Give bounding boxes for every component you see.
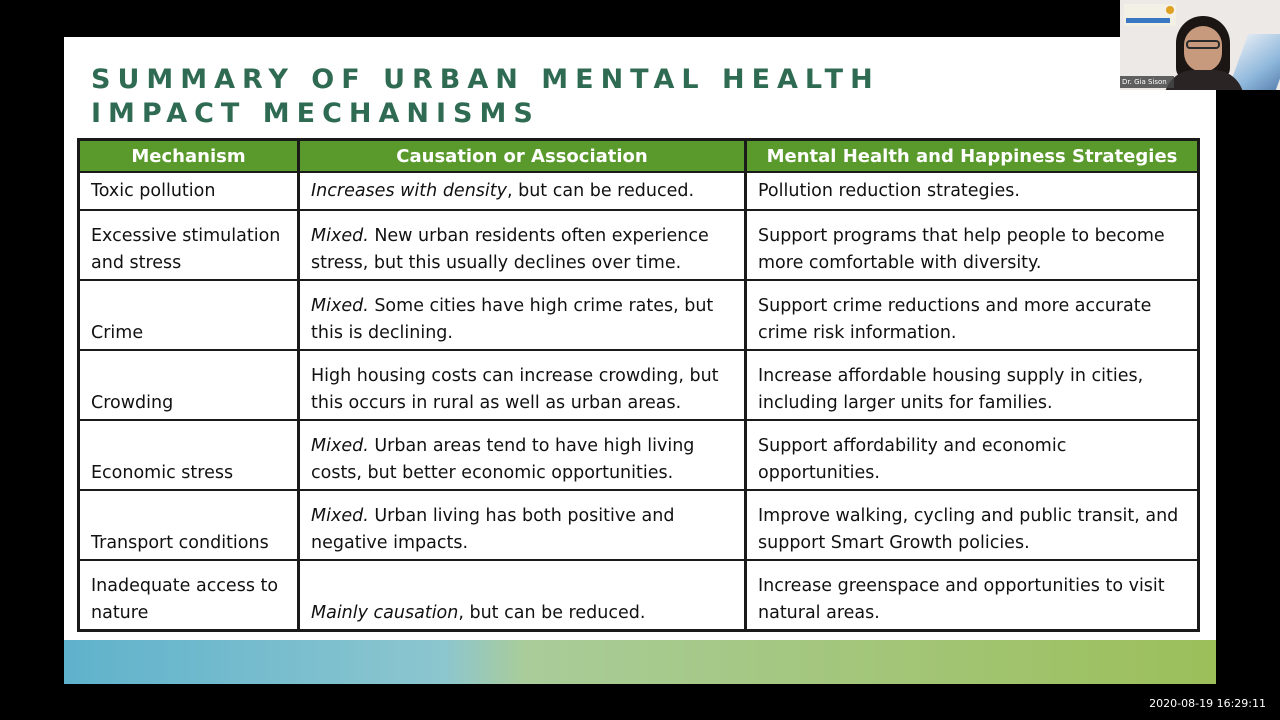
causation-cell xyxy=(299,172,746,210)
causation-text: Urban areas tend to have high living costs, but better economic opportunities. xyxy=(311,436,695,483)
causation-emphasis: Mainly causation xyxy=(311,603,459,623)
causation-emphasis: Increases with density xyxy=(311,180,507,201)
speaker-video-thumbnail[interactable] xyxy=(1120,0,1280,90)
table-header-row xyxy=(79,140,1199,173)
causation-emphasis: Mixed. xyxy=(311,226,369,246)
causation-emphasis: Mixed. xyxy=(311,296,369,316)
causation-cell xyxy=(299,490,746,560)
causation-text: High housing costs can increase crowding, but this occurs in rural as well as urban areas. xyxy=(311,366,719,413)
banner-dot xyxy=(1166,6,1174,14)
speaker-shoulders xyxy=(1164,70,1244,90)
header-strategies: Mental Health and Happiness Strategies xyxy=(746,140,1199,173)
causation-text: New urban residents often experience stress, but this usually declines over time. xyxy=(311,226,709,273)
table-row xyxy=(79,210,1199,280)
causation-emphasis: Mixed. xyxy=(311,436,369,456)
table-row xyxy=(79,172,1199,210)
mechanism-cell: Excessive stimulation and stress xyxy=(79,210,299,280)
slide-title: SUMMARY OF URBAN MENTAL HEALTH IMPACT MECHANISMS xyxy=(91,64,880,129)
mechanism-cell: Economic stress xyxy=(79,420,299,490)
table-row xyxy=(79,280,1199,350)
strategy-cell: Improve walking, cycling and public transit, and support Smart Growth policies. xyxy=(746,490,1199,560)
strategy-cell: Support affordability and economic opportunities. xyxy=(746,420,1199,490)
table-row xyxy=(79,490,1199,560)
table-row xyxy=(79,420,1199,490)
causation-cell xyxy=(299,210,746,280)
table-row xyxy=(79,560,1199,631)
speaker-name-label: Dr. Gia Sison xyxy=(1120,76,1174,88)
strategy-cell: Pollution reduction strategies. xyxy=(746,172,1199,210)
strategy-cell: Support crime reductions and more accurate crime risk information. xyxy=(746,280,1199,350)
causation-cell xyxy=(299,350,746,420)
causation-text: Urban living has both positive and negative impacts. xyxy=(311,506,675,553)
mechanism-cell: Inadequate access to nature xyxy=(79,560,299,631)
speaker-face xyxy=(1184,26,1222,72)
strategy-cell: Increase greenspace and opportunities to visit natural areas. xyxy=(746,560,1199,631)
mechanisms-table xyxy=(77,138,1200,632)
header-mechanism: Mechanism xyxy=(79,140,299,173)
causation-cell xyxy=(299,420,746,490)
causation-emphasis: Mixed. xyxy=(311,506,369,526)
speaker-glasses xyxy=(1186,40,1220,49)
event-banner-logo xyxy=(1124,4,1176,26)
table-row xyxy=(79,350,1199,420)
presentation-slide xyxy=(64,37,1216,684)
strategy-cell: Increase affordable housing supply in cities, including larger units for families. xyxy=(746,350,1199,420)
mechanism-cell: Transport conditions xyxy=(79,490,299,560)
strategy-cell: Support programs that help people to become more comfortable with diversity. xyxy=(746,210,1199,280)
causation-text: , but can be reduced. xyxy=(506,180,695,201)
slide-footer-bar xyxy=(64,640,1216,684)
banner-strip xyxy=(1126,18,1170,23)
header-causation: Causation or Association xyxy=(299,140,746,173)
mechanism-cell: Crowding xyxy=(79,350,299,420)
recording-timestamp: 2020-08-19 16:29:11 xyxy=(1149,697,1266,710)
causation-text: , but can be reduced. xyxy=(458,603,646,623)
causation-cell xyxy=(299,560,746,631)
causation-text: Some cities have high crime rates, but this is declining. xyxy=(311,296,714,343)
mechanism-cell: Toxic pollution xyxy=(79,172,299,210)
causation-cell xyxy=(299,280,746,350)
mechanism-cell: Crime xyxy=(79,280,299,350)
